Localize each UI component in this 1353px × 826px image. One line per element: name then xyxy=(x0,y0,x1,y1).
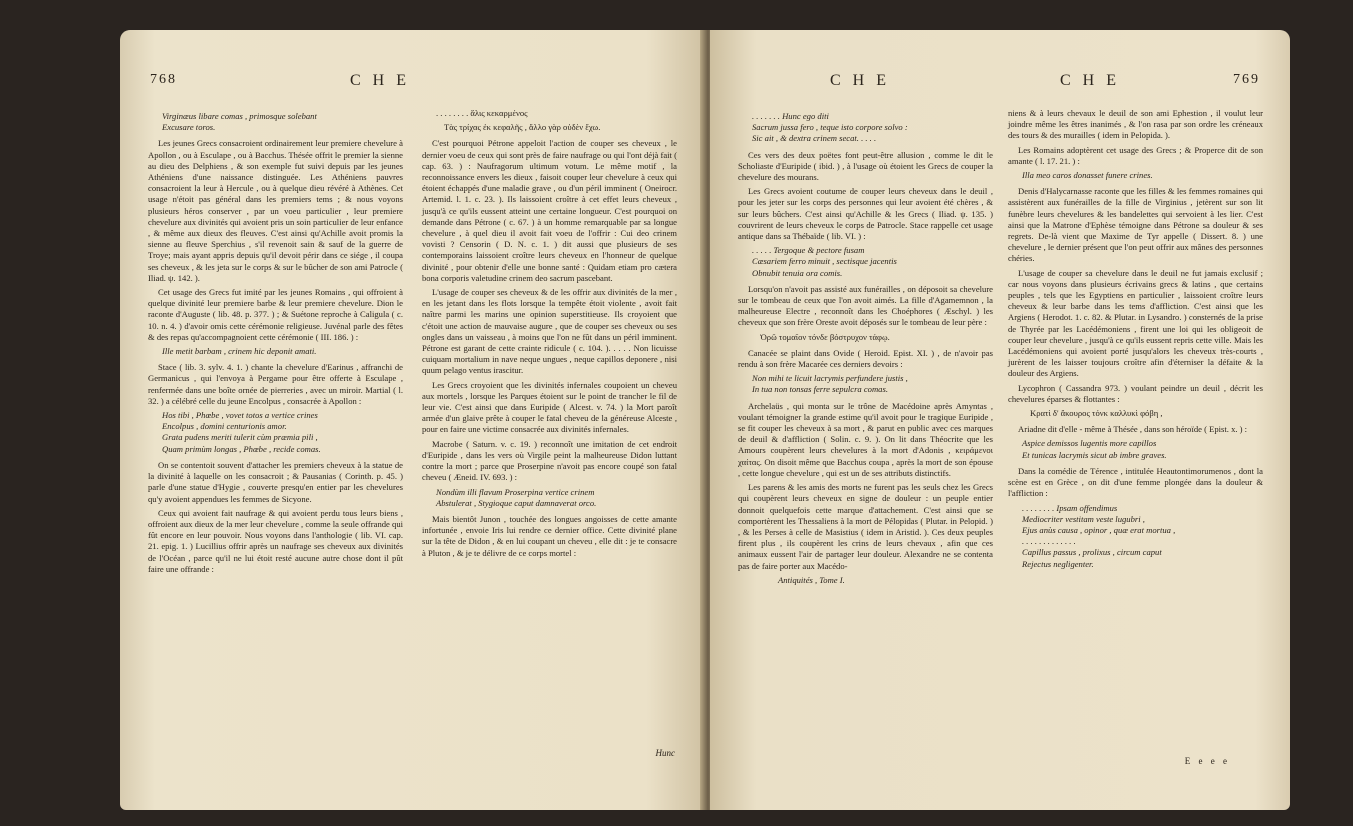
paragraph: Stace ( lib. 3. sylv. 4. 1. ) chante la chevelure d'Earinus , affranchi de Germanicus , qui l'envoya à Pergame pour être offerte à Esculape , renfermée dans une boîte ornée de pierreries , avec un miroir. Martial ( l. 32. ) a célébré celle du jeune Encolpus , consacrée à Apollon : xyxy=(148,362,403,406)
verse-line: Hos tibi , Phœbe , vovet totos a vertice crines xyxy=(162,410,318,421)
paragraph: Mais bientôt Junon , touchée des longues angoisses de cette amante infortunée , envoie Iris lui rendre ce dernier office. Cette divinité plane sur la tête de Didon , & en lui coupant un cheveu , elle dit : je te consacre à Pluton , & je te délivre de ce corps mortel : xyxy=(422,513,677,558)
left-page xyxy=(120,30,705,810)
paragraph: Les Grecs avoient coutume de couper leurs cheveux dans le deuil , pour les jeter sur les corps des personnes qui leur avoient été chères , & sur leurs bûchers. C'est ainsi qu'Achille & les Grecs ( Iliad. ψ. 135. ) couvrirent de leurs cheveux le corps de Patrocle. Stace rappelle cet usage antique dans sa Thébaïde ( lib. VI. ) : xyxy=(738,186,993,242)
paragraph: niens & à leurs chevaux le deuil de son ami Ephestion , il voulut leur joindre même les êtres inanimés , & l'on rasa par son ordre les créneaux des tours & des murailles ( idem in Pelopida. ). xyxy=(1008,108,1263,141)
paragraph: Archelaüs , qui monta sur le trône de Macédoine après Amyntas , voulant témoigner la grande estime qu'il avoit pour le tragique Euripide , se fit couper les cheveux à sa mort , & parut en public avec ces marques de deuil & d'affliction ( Solin. c. 9. ). On lit dans Théocrite que les Amours coupèrent leurs chevelures à la mort d'Adonis , κειράμενοι χαίτας. On disoit même que Bacchus coupa , après la mort de son épouse , cette longue chevelure , qui est un de ses attributs distinctifs. xyxy=(738,400,993,478)
paragraph: C'est pourquoi Pétrone appeloit l'action de couper ses cheveux , le dernier voeu de ceux qui sont près de faire naufrage ou qui l'ont déjà fait ( cap. 63. ) : Naufragorum ultimum votum. Le même motif , la reconnoissance envers les dieux , faisoit couper leur chevelure à ceux qui étoient échappés d'une maladie grave , ou d'un péril imminent ( Oneirocr. Artemid. l. 1. c. 23. ). Ils laissoient croître à cet effet leurs cheveux , jusqu'à ce qu'ils eussent atteint une certaine longueur. C'est pourquoi on demande dans Pétrone ( c. 67. ) à un homme remarquable par sa longue chevelure , à quel dieu il avoit fait voeu de l'offrir : Cui deo crinem vovisti ? Censorin ( D. N. c. 1. ) dit aussi que plusieurs de ses contemporains laissoient croître leurs cheveux en l'honneur de quelque divinité , pour obtenir d'elle une bonne santé : Quidam etiam pro cætera bona corporis valetudine crinem deo sacrum pascebant. xyxy=(422,138,677,283)
verse-block xyxy=(1022,438,1263,460)
paragraph: Les parens & les amis des morts ne furent pas les seuls chez les Grecs qui coupèrent leurs cheveux en signe de douleur : un peuple entier donnoit quelquefois cette marque d'attachement. C'est ainsi que se comportèrent les Thessaliens à la mort de Pélopidas ( Plutar. in Pelopid. ) , & les Perses à celle de Masistius ( idem in Aristid. ). Ces deux peuples firent plus , ils coupèrent les crins de leurs chevaux , afin que ces animaux eussent l'air de partager leur douleur. Alexandre ne se contenta pas de faire porter aux Macédo- xyxy=(738,482,993,571)
verse-block xyxy=(162,410,403,455)
running-head: C H E xyxy=(350,72,410,89)
signature-line: Antiquités , Tome I. xyxy=(778,574,845,585)
verse-line: . . . . . . . . Ipsam offendimus xyxy=(1022,502,1118,513)
paragraph: Macrobe ( Saturn. v. c. 19. ) reconnoît une imitation de cet endroit d'Euripide , dans les vers où Virgile peint la malheureuse Didon luttant contre la mort ; parce que Proserpine n'avoit pas encore coupé son fatal cheveu ( Æneid. IV. 693. ) : xyxy=(422,438,677,483)
catchword: Hunc xyxy=(655,748,675,758)
verse-line: Encolpus , domini centurionis amor. xyxy=(162,421,287,432)
verse-line: Grata pudens meriti tulerit cùm præmia pili , xyxy=(162,432,318,443)
verse-block xyxy=(162,111,403,133)
verse-line: Virginæus libare comas , primosque solebant xyxy=(162,111,317,121)
verse-line: Obnubit tenuia ora comis. xyxy=(752,267,843,278)
right-header xyxy=(710,72,1290,94)
paragraph: Denis d'Halycarnasse raconte que les filles & les femmes romaines qui assistèrent aux funérailles de la fille de Virginius , jetèrent sur son lit funèbre leurs chevelures & les bandelettes qui servoient à les lier. C'est ainsi que la Matrone d'Ephèse témoigne dans Pétrone sa douleur & ses regrets. De-là vient que Maxime de Tyr appelle ( Dissert. 8. ) une chevelure , le dernier présent que l'on peut offrir aux mânes des personnes chéries. xyxy=(1008,186,1263,264)
verse-block xyxy=(436,487,677,509)
paragraph: Dans la comédie de Térence , intitulée Heautontimorumenos , dont la scène est en Grèce , on dit d'une femme plongée dans la douleur & l'affliction : xyxy=(1008,465,1263,499)
paragraph: Cet usage des Grecs fut imité par les jeunes Romains , qui offroient à quelque divinité leur premiere barbe & leur premiere chevelure. Dion le raconte d'Auguste ( lib. 48. p. 377. ) ; & Suétone reproche à Caligula ( c. 10. n. 4. ) d'avoir omis cette cérémonie religieuse. Juvénal parle des fêtes & des repas qu'accompagnoient cette cérémonie ( III. 186. ) : xyxy=(148,287,403,342)
running-head-right: C H E xyxy=(1060,72,1120,89)
verse-line: Illa meo caros donasset funere crines. xyxy=(1022,170,1153,181)
left-column-2 xyxy=(422,108,677,562)
paragraph: L'usage de couper ses cheveux & de les offrir aux divinités de la mer , en les jetant dans les flots lorsque la tempête étoit violente , avoit fait naître parmi les marins une opinion superstitieuse. Ils croyoient que c'étoit une action de mauvaise augure , que de couper ses cheveux ou ses ongles dans un vaisseau , à moins que l'on ne fût dans un péril imminent. Pétrone est garant de cette crainte ridicule ( c. 104. ). . . . . Non licuisse cuiquam mortalium in nave neque ungues , neque capillos deponere , nisi quum pelago ventus irascitur. xyxy=(422,287,677,376)
paragraph: Canacée se plaint dans Ovide ( Heroid. Epist. XI. ) , de n'avoir pas rendu à son frère Macarée ces derniers devoirs : xyxy=(738,347,993,370)
greek-line: Ὁρῶ τομαῖον τόνδε βόστρυχον τάφῳ. xyxy=(760,331,890,342)
verse-block xyxy=(1022,170,1263,181)
paragraph: Ces vers des deux poëtes font peut-être allusion , comme le dit le Scholiaste d'Euripide ( ibid. ) , à l'usage où étoient les Grecs de couper la chevelure des mourans. xyxy=(738,149,993,183)
paragraph: On se contentoit souvent d'attacher les premiers cheveux à la statue de la divinité à laquelle on les consacroit ; & Pausanias ( Corinth. p. 45. ) parle d'une statue d'Hygie , couverte presqu'en entier par les chevelures qu'y avoient appendues les femmes de Sicyone. xyxy=(148,459,403,504)
verse-block xyxy=(752,245,993,279)
verse-line: Capillus passus , prolixus , circum caput xyxy=(1022,547,1162,558)
left-header xyxy=(120,72,705,94)
greek-line: Κρατὶ δ' ἄκουρος τόνκ καλλυκὶ φόβη , xyxy=(1030,408,1163,419)
verse-block xyxy=(162,346,403,357)
verse-line: Mediocriter vestitam veste lugubri , xyxy=(1022,513,1145,524)
verse-line: Sacrum jussa fero , teque isto corpore solvo : xyxy=(752,122,908,133)
verse-line: Excusare toros. xyxy=(162,122,216,133)
verse-line: Sic ait , & dextra crinem secat. . . . . xyxy=(752,133,877,144)
page-number: 768 xyxy=(150,72,177,87)
signature-mark: E e e e xyxy=(1184,756,1230,766)
verse-line: Ejus anùs causa , opinor , quæ erat mortua , xyxy=(1022,524,1176,535)
verse-line: In tua non tonsas ferre sepulcra comas. xyxy=(752,384,888,395)
paragraph: Lycophron ( Cassandra 973. ) voulant peindre un deuil , décrit les chevelures éparses & flottantes : xyxy=(1008,382,1263,404)
right-column-1 xyxy=(738,108,993,591)
paragraph: Les Romains adoptèrent cet usage des Grecs ; & Properce dit de son amante ( l. 17. 21. ) : xyxy=(1008,144,1263,166)
paragraph: Lorsqu'on n'avoit pas assisté aux funérailles , on déposoit sa chevelure sur le tombeau de ceux que l'on avoit aimés. La fille d'Agamemnon , la malheureuse Electre , reconnoît dans les Choéphores ( Æschyl. ) les cheveux que son frère Oreste avoit déposés sur le tombeau de leur père : xyxy=(738,283,993,328)
right-page xyxy=(710,30,1290,810)
paragraph: L'usage de couper sa chevelure dans le deuil ne fut jamais exclusif ; car nous voyons dans plusieurs écrivains grecs & latins , que certains peuples , tels que les Egyptiens en particulier , laissoient croître leurs cheveux & leur barbe dans les tems d'affliction. C'est ainsi que les Argiens ( Herodot. 1. c. 82. & Plutar. in Lysandro. ) consternés de la prise de Thyrée par les Lacédémoniens , firent une loi qui les obligeoit de couper leur chevelure , jusqu'à ce qu'ils eussent repris cette ville. Mais les Lacédémoniens qui avoient porté jusqu'alors les cheveux très-courts , jurèrent de les laisser toujours croître afin d'éterniser la défaite & la douleur des Argiens. xyxy=(1008,267,1263,379)
verse-line: . . . . . . . . . . . . . xyxy=(1022,536,1076,547)
verse-line: . . . . . . . Hunc ego diti xyxy=(752,111,829,121)
ellipsis-line: . . . . . . . . ἅλις κεκαρμένος xyxy=(436,108,528,118)
open-book xyxy=(30,30,1330,820)
greek-line: Τὰς τρίχας ἐκ κεφαλῆς , ἄλλο γὰρ οὐδὲν ἔχω. xyxy=(444,122,601,133)
page-number: 769 xyxy=(1233,72,1260,87)
verse-line: Non mihi te licuit lacrymis perfundere justis , xyxy=(752,373,908,384)
paragraph: Ceux qui avoient fait naufrage & qui avoient perdu tous leurs biens , offroient aux dieux de la mer leur chevelure , comme la seule offrande qui fût encore en leur pouvoir. Nous voyons dans l'anthologie ( lib. VI. cap. 21. epig. 1. ) Lucillius offrir après un naufrage ses cheveux aux divinités de l'Océan , parce qu'il ne lui étoit resté aucune autre chose dont il pût faire une offrande : xyxy=(148,507,404,574)
paragraph: Les jeunes Grecs consacroient ordinairement leur premiere chevelure à Apollon , ou à Esculape , ou à Bacchus. Thésée offrit le premier la sienne au dieu des Delphiens , & son exemple fut suivi depuis par les jeunes Athéniens d'une naissance distinguée. Les Athéniens pauvres consacroient la leur à Hercule , ou à quelque dieu révéré à Athènes. Cet usage n'étoit pas général dans les premiers tems ; & nous voyons plusieurs héros conserver , par un voeu particulier , leur premiere chevelure aux divinités qui avoient pris un soin particulier de leur enfance , & même aux dieux des fleuves. C'est ainsi qu'Achille avoit promis la sienne au fleuve Sperchius , s'il revenoit sain & sauf de la guerre de Troye; mais ayant appris depuis qu'il devoit périr dans ce siége , il coupa ses cheveux , & les jeta sur le corps & sur le bûcher de son ami Patrocle ( Iliad. ψ. 142. ). xyxy=(148,138,403,283)
verse-line: Quam primùm longas , Phœbe , recide comas. xyxy=(162,443,321,454)
verse-line: Aspice demissos lugentis more capillos xyxy=(1022,438,1157,449)
right-column-2 xyxy=(1008,108,1263,575)
verse-block xyxy=(752,373,993,395)
verse-line: Abstulerat , Stygioque caput damnaverat orco. xyxy=(436,497,597,508)
left-column-1 xyxy=(148,108,403,578)
verse-block xyxy=(752,111,993,145)
verse-line: Ille metit barbam , crinem hic deponit amati. xyxy=(162,346,317,357)
verse-line: Cæsariem ferro minuit , sectisque jacentis xyxy=(752,256,897,267)
verse-line: Rejectus negligenter. xyxy=(1022,558,1094,569)
verse-block xyxy=(1022,503,1263,570)
verse-line: Nondùm illi flavum Proserpina vertice crinem xyxy=(436,486,595,497)
paragraph: Ariadne dit d'elle - même à Thésée , dans son héroïde ( Epist. x. ) : xyxy=(1018,424,1248,435)
verse-line: . . . . . Tergoque & pectore fusam xyxy=(752,245,865,256)
running-head-left: C H E xyxy=(830,72,890,89)
verse-line: Et tunicas lacrymis sicut ab imbre graves. xyxy=(1022,449,1167,460)
paragraph: Les Grecs croyoient que les divinités infernales coupoient un cheveu aux mortels , lorsque les Parques étoient sur le point de trancher le fil de leur vie. C'est ainsi que dans Euripide ( Alcest. v. 74. ) la Mort paroît armée d'un glaive prête à couper le fatal cheveu de la généreuse Alceste , pour en faire une victime consacrée aux divinités infernales. xyxy=(422,379,677,435)
